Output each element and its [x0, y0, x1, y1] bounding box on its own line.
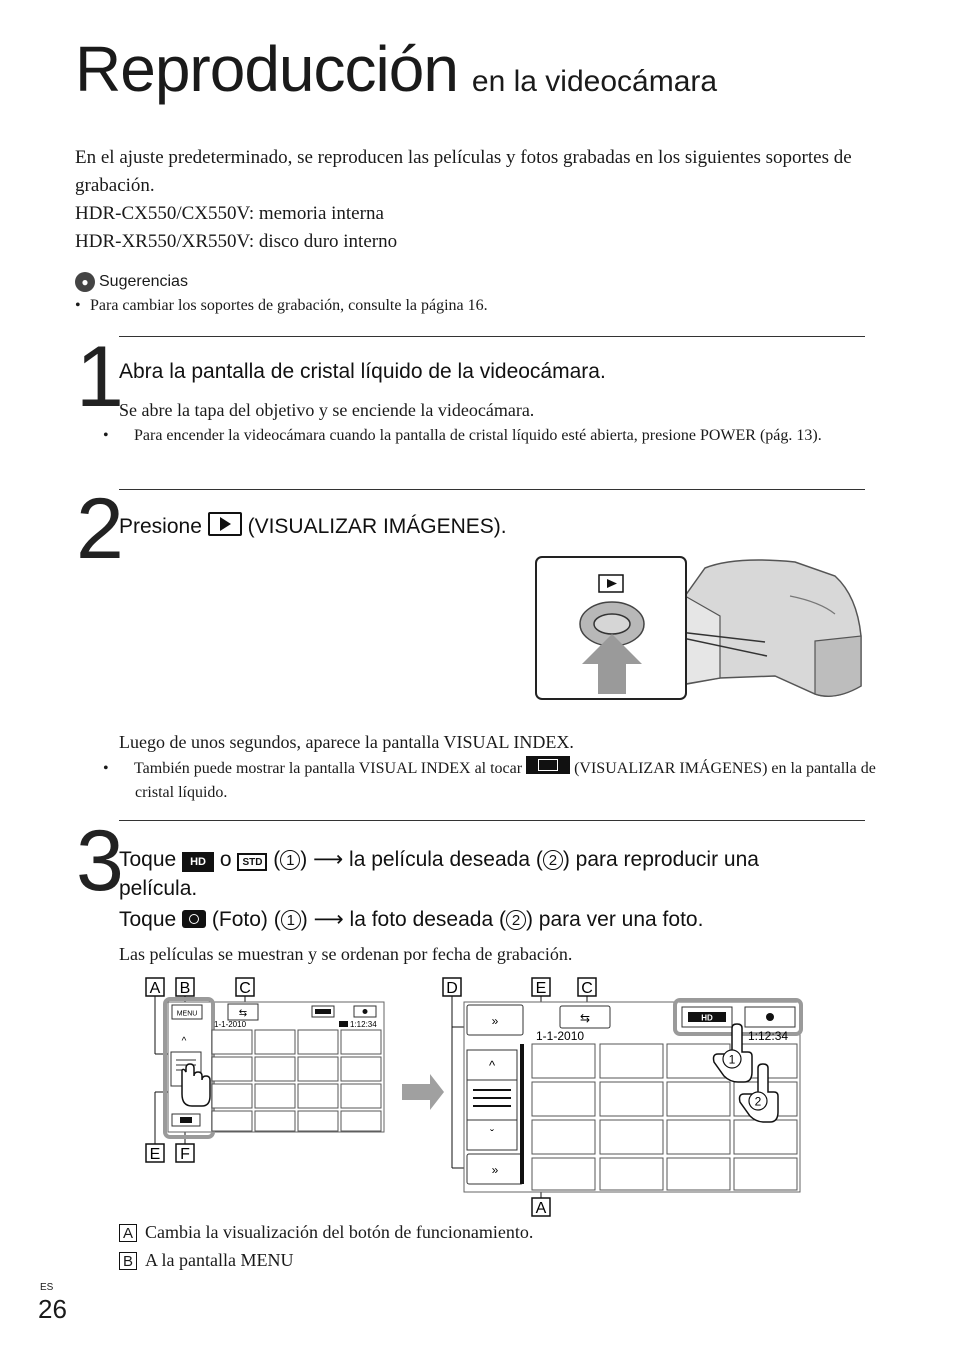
step-2-heading-pre: Presione — [119, 515, 202, 538]
tips-item-text: Para cambiar los soportes de grabación, consulte la página 16. — [90, 297, 488, 314]
tips-heading-label: Sugerencias — [99, 273, 188, 290]
step-2-body: Luego de unos segundos, aparece la pantalla VISUAL INDEX. — [119, 732, 574, 752]
legend-item-b — [119, 1250, 293, 1271]
label-c: C — [581, 980, 593, 997]
view-images-icon — [208, 512, 242, 536]
page-title — [75, 32, 717, 106]
arrow-right-icon: ⟶ — [313, 908, 344, 931]
circle-2-icon: 2 — [506, 910, 526, 930]
circle-2-icon: 2 — [543, 850, 563, 870]
page-number: 26 — [38, 1294, 67, 1324]
legend-text-a: Cambia la visualización del botón de funcionamiento. — [145, 1222, 534, 1242]
label-c: C — [239, 980, 251, 997]
step-1-bullet: • Para encender la videocámara cuando la pantalla de cristal líquido esté abierta, presione POWER (pág. 13). — [103, 427, 822, 444]
step-1-rule — [119, 336, 865, 337]
lightbulb-icon: ● — [75, 272, 95, 292]
visual-index-diagram — [140, 972, 810, 1222]
visual-index-large — [443, 978, 801, 1217]
step-3-line-3: Toque (Foto) ( 1 ) ⟶ la foto deseada ( 2 ) para ver una foto. — [119, 908, 704, 931]
hd-icon: HD — [182, 852, 214, 872]
visual-index-small — [146, 978, 384, 1163]
circle-1-icon: 1 — [280, 850, 300, 870]
step-3-number: 3 — [76, 813, 124, 909]
toggle-icon: ⇆ — [579, 1011, 591, 1025]
step-2-bullet-post: (VISUALIZAR IMÁGENES) en la pantalla de cristal líquido. — [135, 760, 876, 801]
arrow-right-icon: ⟶ — [313, 848, 344, 871]
camera-icon — [182, 910, 206, 928]
step-2-bullet-pre: También puede mostrar la pantalla VISUAL INDEX al tocar — [134, 760, 523, 777]
step-1-bullet-text: Para encender la videocámara cuando la pantalla de cristal líquido esté abierta, presione POWER (pág. 13). — [134, 427, 822, 444]
step-2-heading — [119, 512, 507, 539]
step-3-heading — [119, 845, 864, 934]
svg-text:»: » — [491, 1163, 499, 1177]
intro-line-2: HDR-CX550/CX550V: memoria interna — [75, 203, 384, 224]
title-sub: en la videocámara — [471, 65, 718, 98]
date-label: 1-1-2010 — [536, 1029, 585, 1043]
footer-language: ES — [40, 1282, 54, 1293]
label-a: A — [149, 980, 161, 997]
step-2-rule — [119, 489, 865, 490]
svg-text:ˇ: ˇ — [490, 1127, 494, 1141]
std-icon: STD — [237, 853, 267, 871]
svg-text:»: » — [491, 1014, 499, 1028]
step-2-bullet: • También puede mostrar la pantalla VISUAL INDEX al tocar (VISUALIZAR IMÁGENES) en la pantalla de cristal líquido. — [119, 756, 880, 805]
label-d: D — [446, 980, 458, 997]
intro-paragraph — [75, 144, 875, 256]
label-b: B — [179, 980, 191, 997]
toggle-icon: ⇆ — [238, 1008, 248, 1019]
label-e: E — [535, 980, 547, 997]
step-3-line-2: película. — [119, 877, 198, 900]
label-a: A — [535, 1200, 547, 1217]
circle-2-icon: 2 — [754, 1094, 762, 1109]
circle-1-icon: 1 — [728, 1052, 736, 1067]
legend-text-b: A la pantalla MENU — [145, 1250, 294, 1270]
label-e: E — [149, 1146, 161, 1163]
intro-line-3: HDR-XR550/XR550V: disco duro interno — [75, 231, 398, 252]
date-label: 1-1-2010 — [214, 1020, 247, 1029]
camera-illustration — [535, 556, 865, 702]
step-3-body: Las películas se muestran y se ordenan por fecha de grabación. — [119, 944, 573, 964]
tips-heading — [75, 272, 188, 292]
step-1-number: 1 — [76, 329, 124, 425]
step-2-number: 2 — [76, 481, 124, 577]
legend-key-b: B — [119, 1252, 137, 1270]
tips-item: • Para cambiar los soportes de grabación, consulte la página 16. — [75, 297, 488, 314]
legend-item-a — [119, 1222, 533, 1243]
menu-button: MENU — [176, 1010, 198, 1018]
label-f: F — [180, 1146, 190, 1163]
svg-text:^: ^ — [488, 1058, 496, 1073]
step-3-line-1: Toque HD o STD ( 1 ) ⟶ la película deseada ( 2 ) para reproducir una — [119, 848, 759, 871]
svg-text:^: ^ — [181, 1036, 187, 1047]
step-1-body: Se abre la tapa del objetivo y se enciende la videocámara. — [119, 400, 535, 420]
title-main: Reproducción — [75, 33, 458, 105]
time-label: 1:12:34 — [748, 1029, 789, 1043]
view-images-icon — [526, 756, 570, 774]
time-label: 1:12:34 — [350, 1020, 377, 1029]
step-3-rule — [119, 820, 865, 821]
circle-1-icon: 1 — [281, 910, 301, 930]
legend-key-a: A — [119, 1224, 137, 1242]
hd-tab: HD — [701, 1013, 713, 1023]
arrow-right-icon — [402, 1074, 444, 1110]
step-2-heading-post: (VISUALIZAR IMÁGENES). — [247, 515, 507, 538]
step-1-heading: Abra la pantalla de cristal líquido de la videocámara. — [119, 360, 606, 383]
intro-line-1: En el ajuste predeterminado, se reproducen las películas y fotos grabadas en los siguientes soportes de grabación. — [75, 147, 852, 196]
play-icon — [599, 575, 623, 592]
